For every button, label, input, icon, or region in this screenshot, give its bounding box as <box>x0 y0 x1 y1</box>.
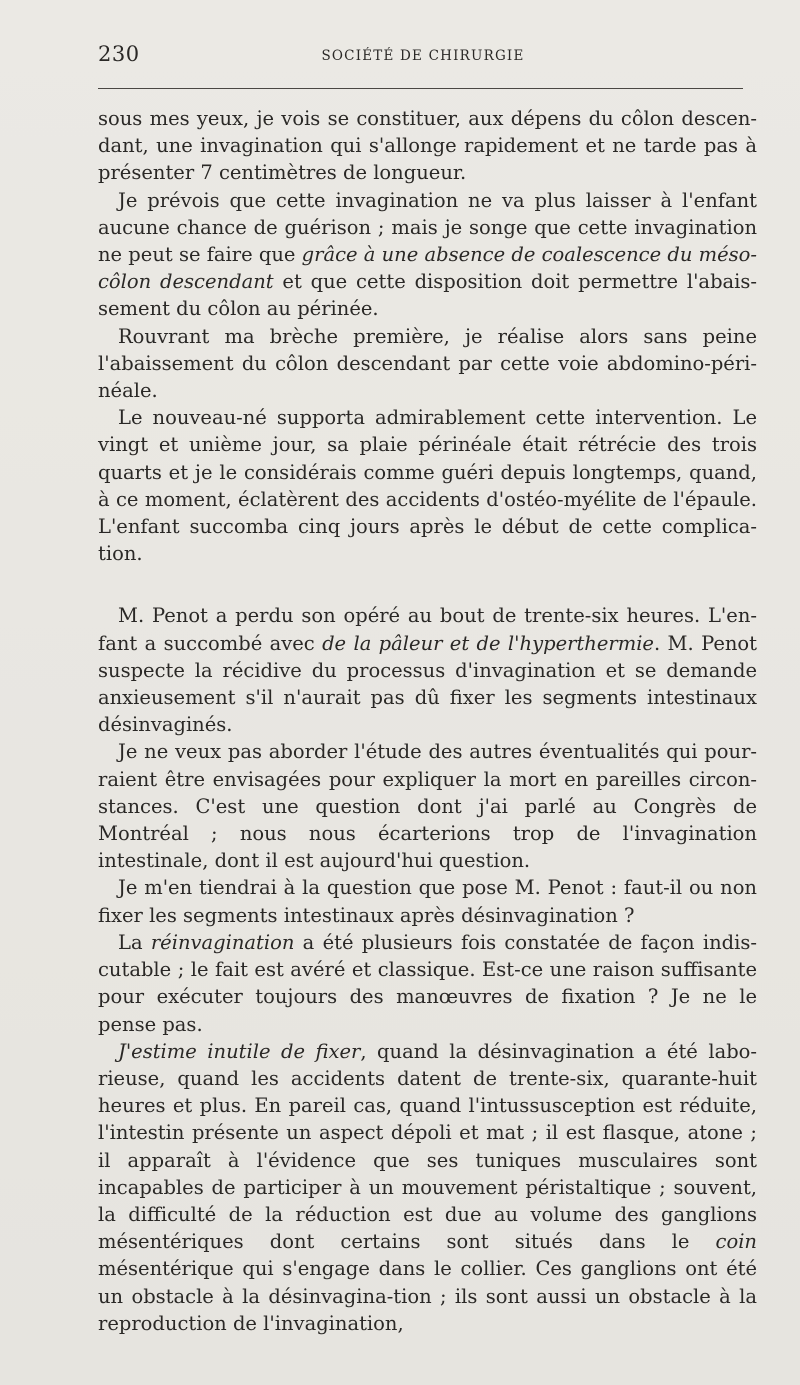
paragraph <box>98 404 757 567</box>
italic-text: coin <box>715 1230 757 1254</box>
text-run: Rouvrant ma brèche première, je réalise alors sans peine l'abaissement du côlon descendant par cette voie abdomino-péri-néale. <box>98 324 757 403</box>
running-head: SOCIÉTÉ DE CHIRURGIE <box>321 48 525 64</box>
paragraph <box>98 1038 757 1337</box>
paragraph <box>98 738 757 874</box>
paragraph <box>98 105 757 187</box>
text-run: Je m'en tiendrai à la question que pose M. Penot : faut-il ou non fixer les segments intestinaux après désinvagination ? <box>98 876 757 927</box>
paragraph <box>98 602 757 738</box>
text-run: Je ne veux pas aborder l'étude des autres éventualités qui pour-raient être envisagées pour expliquer la mort en pareilles circon-stances. C'est une question dont j'ai parlé au Congrès de Montréal ; nous nous écarterions trop de l'invagination intestinale, dont il est aujourd'hui question. <box>98 740 757 873</box>
body-text <box>98 105 757 1337</box>
text-run: M. Penot a perdu son opéré au bout de trente-six heures. L'en-fant a succombé avec <box>98 604 757 655</box>
italic-text: grâce à une absence de coalescence du méso-côlon descendant <box>98 243 757 294</box>
paragraph <box>98 187 757 323</box>
italic-text: réinvagination <box>150 930 295 954</box>
page-number: 230 <box>98 42 140 66</box>
text-run: . M. Penot suspecte la récidive du processus d'invagination et se demande anxieusement s'il n'aurait pas dû fixer les segments intestinaux désinvaginés. <box>98 631 757 737</box>
section-gap <box>98 567 757 602</box>
text-run: La <box>118 930 151 954</box>
text-run: sous mes yeux, je vois se constituer, aux dépens du côlon descen-dant, une invagination qui s'allonge rapidement et ne tarde pas à présenter 7 centimètres de longueur. <box>98 107 757 185</box>
text-run: et que cette disposition doit permettre l'abais-sement du côlon au périnée. <box>98 270 758 321</box>
italic-text: J'estime inutile de fixer <box>118 1039 361 1063</box>
text-run: Le nouveau-né supporta admirablement cette intervention. Le vingt et unième jour, sa plaie périnéale était rétrécie des trois quarts et je le considérais comme guéri depuis longtemps, quand, à ce moment, éclatèrent des accidents d'ostéo-myélite de l'épaule. L'enfant succomba cinq jours après le début de cette complica-tion. <box>98 406 757 566</box>
text-run: , quand la désinvagination a été labo-rieuse, quand les accidents datent de trente-six, quarante-huit heures et plus. En pareil cas, quand l'intussusception est réduite, l'intestin présente un aspect dépoli et mat ; il est flasque, atone ; il apparaît à l'évidence que ses tuniques musculaires sont incapables de participer à un mouvement péristaltique ; souvent, la difficulté de la réduction est due au volume des ganglions mésentériques dont certains sont situés dans le <box>98 1039 758 1254</box>
text-run: Je prévois que cette invagination ne va plus laisser à l'enfant aucune chance de guérison ; mais je songe que cette invagination ne peut se faire que <box>98 188 757 267</box>
text-run: mésentérique qui s'engage dans le collier. Ces ganglions ont été un obstacle à la désinvagina-tion ; ils sont aussi un obstacle à la reproduction de l'invagination, <box>98 1257 757 1335</box>
italic-text: de la pâleur et de l'hyperthermie <box>322 631 654 655</box>
paragraph <box>98 323 757 405</box>
text-run: a été plusieurs fois constatée de façon indis-cutable ; le fait est avéré et classique. Est-ce une raison suffisante pour exécuter toujours des manœuvres de fixation ? Je ne le pense pas. <box>98 930 757 1036</box>
page-header <box>98 42 748 70</box>
paragraph <box>98 874 757 928</box>
paragraph <box>98 929 757 1038</box>
header-rule <box>98 88 743 89</box>
